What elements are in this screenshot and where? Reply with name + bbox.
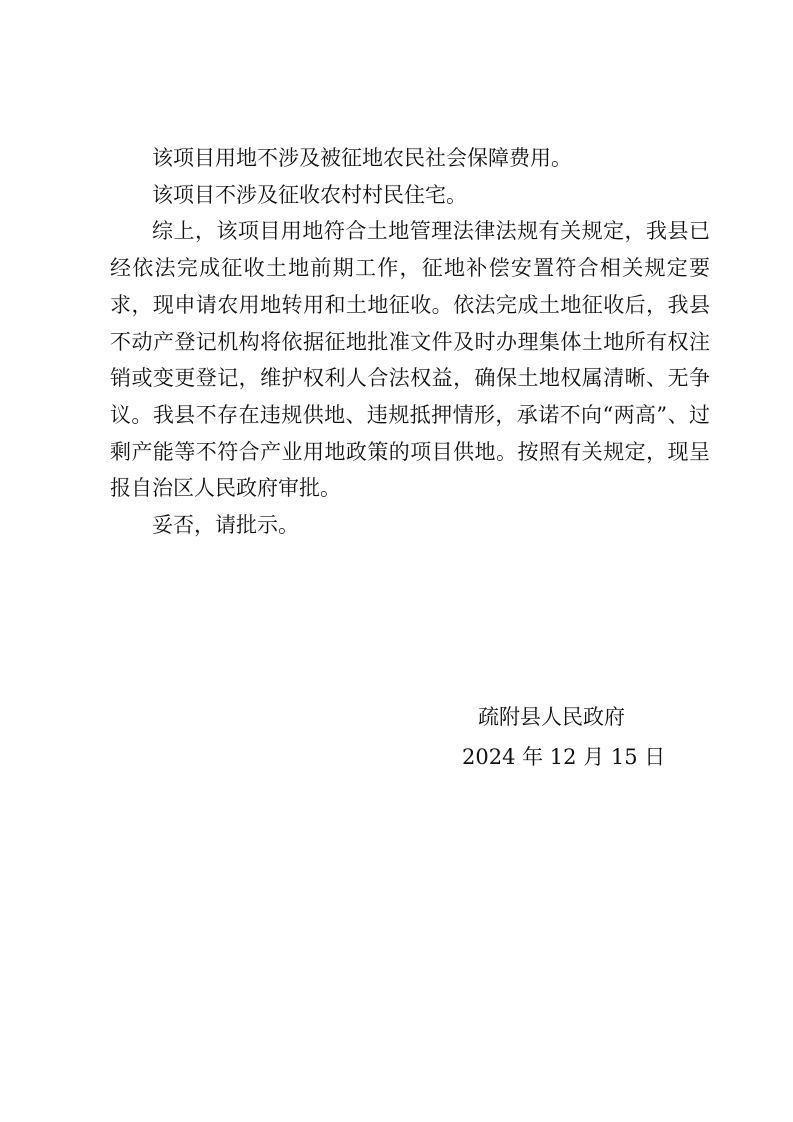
paragraph-housing: 该项目不涉及征收农村村民住宅。	[152, 182, 467, 207]
paragraph-social-security: 该项目用地不涉及被征地农民社会保障费用。	[152, 146, 572, 170]
signature-date: 2024 年 12 月 15 日	[462, 745, 666, 769]
paragraph-summary: 综上，该项目用地符合土地管理法律法规有关规定，我县已经依法完成征收土地前期工作，征地补偿安置符合相关规定要求，现申请农用地转用和土地征收。依法完成土地征收后，我县不动产登记机构将依据征地批准文件及时办理集体土地所有权注销或变更登记，维护权利人合法权益，确保土地权属清晰、无争议。我县不存在违规供地、违规抵押情形，承诺不向“两高”、过剩产能等不符合产业用地政策的项目供地。按照有关规定，现呈报自治区人民政府审批。	[110, 219, 710, 501]
paragraph-request: 妥否，请批示。	[152, 513, 299, 538]
document-body	[110, 140, 710, 544]
signature-organization: 疏附县人民政府	[478, 705, 625, 729]
